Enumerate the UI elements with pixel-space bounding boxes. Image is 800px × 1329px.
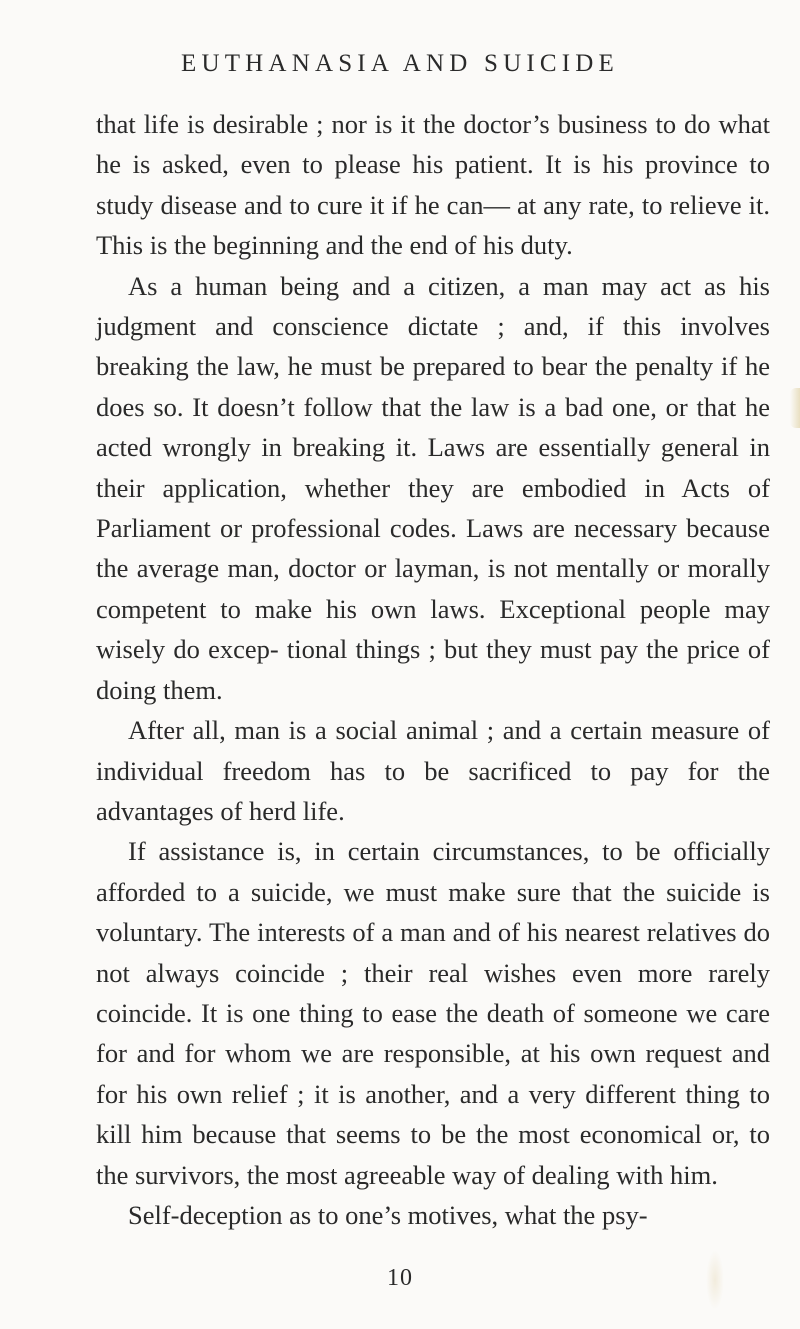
paragraph-3: After all, man is a social animal ; and a certain measure of individual freedom has to be sacrificed to pay for the advantages of herd life. <box>96 715 770 826</box>
paper-edge-mark <box>790 388 800 428</box>
page-number: 10 <box>387 1265 413 1291</box>
body-text <box>96 104 770 1235</box>
paper-stain <box>706 1250 724 1310</box>
paragraph-1: that life is desirable ; nor is it the doctor’s business to do what he is asked, even to please his patient. It is his province to study disease and to cure it if he can— at any rate, to relieve it. This is the beginning and the end of his duty. <box>96 109 770 261</box>
running-head: EUTHANASIA AND SUICIDE <box>180 50 619 77</box>
paragraph-2: As a human being and a citizen, a man may act as his judgment and conscience dictate ; and, if this involves breaking the law, he must be prepared to bear the penalty if he does so. It doesn’t follow that the law is a bad one, or that he acted wrongly in breaking it. Laws are essentially general in their application, whether they are embodied in Acts of Parliament or professional codes. Laws are necessary because the average man, doctor or layman, is not mentally or morally competent to make his own laws. Exceptional people may wisely do excep- tional things ; but they must pay the price of doing them. <box>96 270 770 705</box>
paragraph-5: Self-deception as to one’s motives, what the psy- <box>128 1199 648 1230</box>
paragraph-4: If assistance is, in certain circumstances, to be officially afforded to a suicide, we must make sure that the suicide is voluntary. The interests of a man and of his nearest relatives do not always coincide ; their real wishes even more rarely coincide. It is one thing to ease the death of someone we care for and for whom we are responsible, at his own request and for his own relief ; it is another, and a very different thing to kill him because that seems to be the most economical or, to the survivors, the most agreeable way of dealing with him. <box>96 836 770 1190</box>
